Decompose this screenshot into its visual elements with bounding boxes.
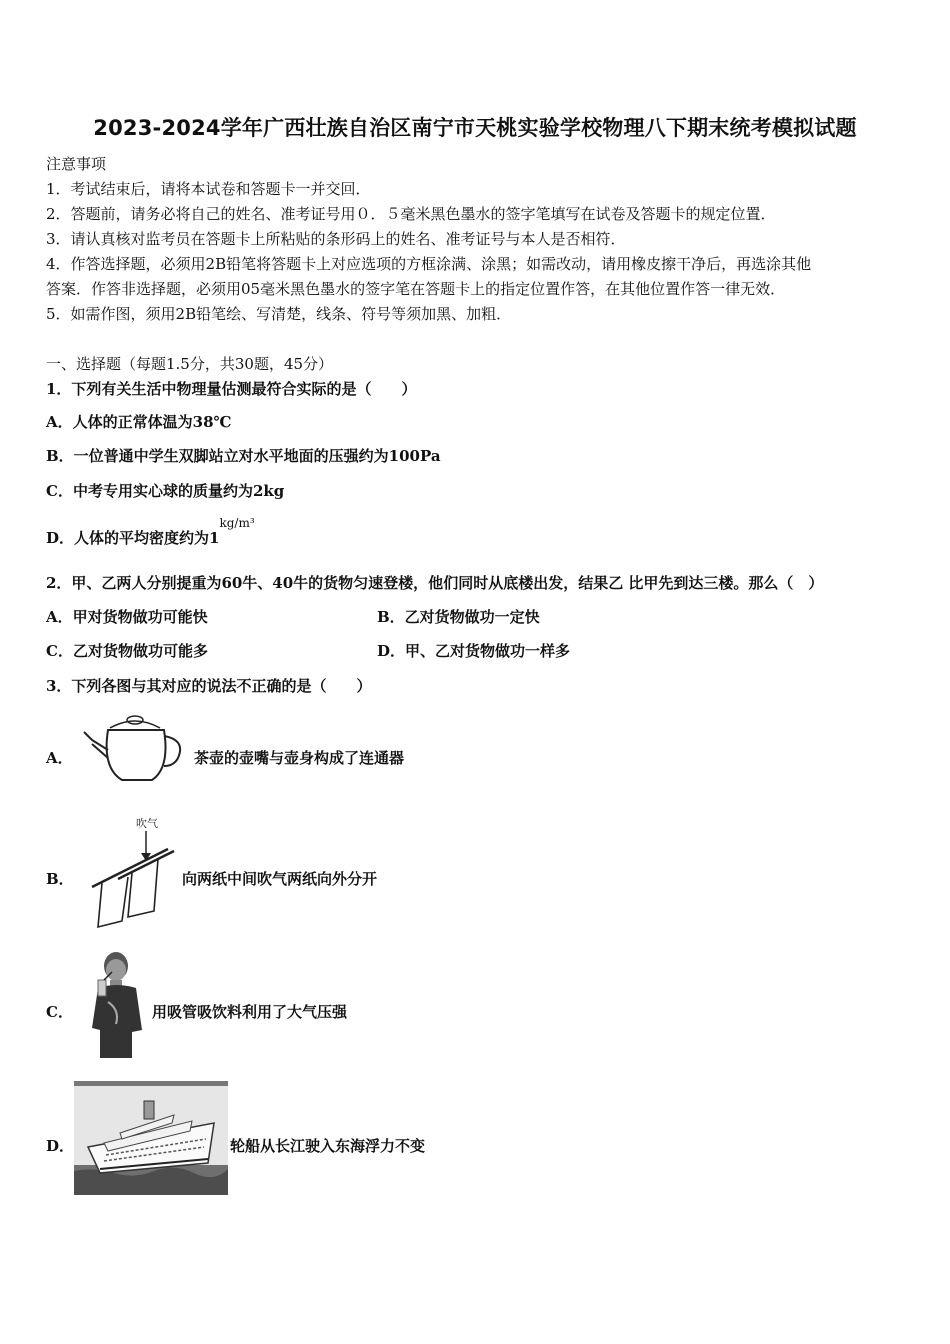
question-1-option-a: A．人体的正常体温为38℃ [46,413,232,431]
question-2-option-d: D．甲、乙对货物做功一样多 [377,642,571,660]
question-2-option-c: C．乙对货物做功可能多 [46,642,208,660]
question-3-option-b-label: B． [46,870,74,888]
notice-item: 答案．作答非选择题，必须用05毫米黑色墨水的签字笔在答题卡上的指定位置作答，在其他位置作答一律无效． [46,280,786,298]
notice-item: 5．如需作图，须用2B铅笔绘、写清楚，线条、符号等须加黑、加粗． [46,305,512,323]
question-3-option-c-label: C． [46,1003,73,1021]
option-d-text: D．人体的平均密度约为1 [46,529,220,547]
notice-item: 1．考试结束后，请将本试卷和答题卡一并交回． [46,180,371,198]
question-3-stem: 3．下列各图与其对应的说法不正确的是（ ） [46,677,372,695]
question-1-option-c: C．中考专用实心球的质量约为2kg [46,482,285,500]
blow-label: 吹气 [136,817,158,830]
notice-heading: 注意事项 [46,155,107,173]
notice-item: 4．作答选择题，必须用2B铅笔将答题卡上对应选项的方框涂满、涂黑；如需改动，请用橡皮擦干净后，再选涂其他 [46,255,812,273]
question-2-option-a: A．甲对货物做功可能快 [46,608,208,626]
question-2-stem: 2．甲、乙两人分别提重为60牛、40牛的货物匀速登楼，他们同时从底楼出发，结果乙 比甲先到达三楼。那么（ ） [46,574,824,592]
question-3-option-a-text: 茶壶的壶嘴与壶身构成了连通器 [194,749,405,767]
question-3-option-a-label: A． [46,749,73,767]
question-1-option-b: B．一位普通中学生双脚站立对水平地面的压强约为100Pa [46,447,441,465]
boy-drinking-figure [86,950,148,1060]
blowing-paper-figure [88,813,178,935]
question-3-option-c-text: 用吸管吸饮料利用了大气压强 [152,1003,348,1021]
question-1-option-d [46,516,255,548]
question-3-option-b-text: 向两纸中间吹气两纸向外分开 [182,870,378,888]
page-title: 2023-2024学年广西壮族自治区南宁市天桃实验学校物理八下期末统考模拟试题 [93,116,857,140]
question-3-option-d-label: D． [46,1137,75,1155]
question-3-option-d-text: 轮船从长江驶入东海浮力不变 [230,1137,426,1155]
notice-item: 2．答题前，请务必将自己的姓名、准考证号用０．５毫米黑色墨水的签字笔填写在试卷及答题卡的规定位置． [46,205,776,223]
question-1-stem: 1．下列有关生活中物理量估测最符合实际的是（ ） [46,380,417,398]
notice-item: 3．请认真核对监考员在答题卡上所粘贴的条形码上的姓名、准考证号与本人是否相符． [46,230,626,248]
density-unit: kg/m³ [219,516,255,530]
section-heading: 一、选择题（每题1.5分，共30题，45分） [46,355,334,373]
teapot-figure [80,706,190,786]
ship-photo-figure [74,1081,228,1195]
question-2-option-b: B．乙对货物做功一定快 [377,608,540,626]
